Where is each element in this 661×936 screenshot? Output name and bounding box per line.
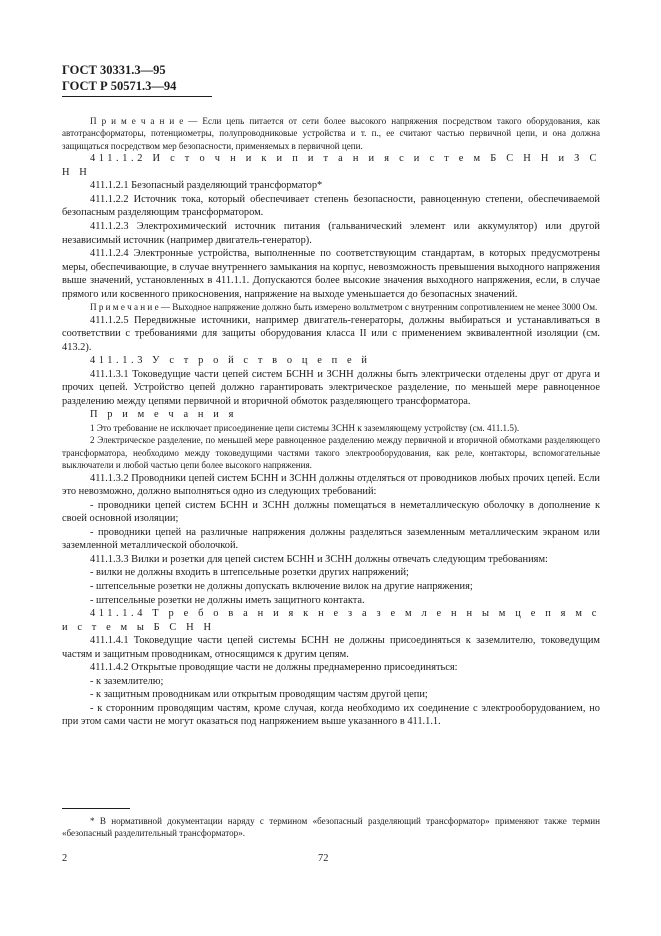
clause-paragraph: 411.1.4.1 Токоведущие части цепей системы БСНН не должны присоединяться к заземлителю, токоведущим частям и защитным проводникам, относящимся к другим цепям. xyxy=(62,635,600,660)
footnote: * В нормативной документации наряду с термином «безопасный разделяющий трансформатор» применяют также термин «безопасный разделительный трансформатор». xyxy=(62,816,600,839)
list-item: - проводники цепей систем БСНН и ЗСНН должны помещаться в неметаллическую оболочку в дополнение к своей основной изоляции; xyxy=(62,499,600,525)
list-item: - проводники цепей на различные напряжения должны разделяться заземленным металлическим экраном или заземленной металлической оболочкой. xyxy=(62,526,600,552)
clause-paragraph: 411.1.4.2 Открытые проводящие части не должны преднамеренно присоединяться: xyxy=(90,662,458,674)
document-page xyxy=(62,62,600,729)
page-number-center: 72 xyxy=(318,853,329,864)
note-paragraph: П р и м е ч а н и е — Выходное напряжение должно быть измерено вольтметром с внутренним сопротивлением не менее 3000 Ом. xyxy=(90,302,598,313)
list-item: - к сторонним проводящим частям, кроме случая, когда необходимо их соединение с электрооборудованием, но при этом сами части не могут оказаться под напряжением выше указанного в 411.1.1. xyxy=(62,702,600,728)
clause-paragraph: 411.1.3.1 Токоведущие части цепей систем БСНН и ЗСНН должны быть электрически отделены друг от друга и прочих цепей. Устройство цепей должно гарантировать электрическое разделение, по меньшей мере равноценное разделению между цепями первичной и вторичной обмоток разделяющего трансформатора. xyxy=(62,368,600,407)
list-item: - штепсельные розетки не должны допускать включение вилок на другие напряжения; xyxy=(90,581,473,593)
standard-header-2: ГОСТ Р 50571.3—94 xyxy=(62,78,212,97)
clause-paragraph: 411.1.2.4 Электронные устройства, выполненные по соответствующим стандартам, в которых предусмотрены меры, обеспечивающие, в случае внутреннего замыкания на корпус, невозможность превышения выходного напряжения выше значений, установленных в 411.1.1. Допускаются более высокие значения выходного напряжения, если, в случае прямого или косвенного прикосновения, напряжение на выходе уменьшается до безопасных значений. xyxy=(62,248,600,300)
footnote-separator xyxy=(62,808,130,809)
section-heading: 411.1.3 У с т р о й с т в о ц е п е й xyxy=(90,355,371,367)
clause-paragraph: 411.1.2.5 Передвижные источники, например двигатель-генераторы, должны выбираться и устанавливаться в соответствии с требованиями для защиты оборудования класса II или с применением эквивалентной изоляции (см. 413.2). xyxy=(62,314,600,353)
page-number-left: 2 xyxy=(62,853,68,864)
clause-paragraph: 411.1.2.1 Безопасный разделяющий трансформатор* xyxy=(90,180,323,192)
notes-heading: П р и м е ч а н и я xyxy=(90,409,237,421)
clause-paragraph: 411.1.2.3 Электрохимический источник питания (гальванический элемент или аккумулятор) или другой независимый источник (например двигатель-генератор). xyxy=(62,220,600,246)
clause-paragraph: 411.1.3.2 Проводники цепей систем БСНН и ЗСНН должны отделяться от проводников любых прочих цепей. Если это невозможно, должно выполняться одно из следующих требований: xyxy=(62,472,600,498)
note-paragraph: 1 Это требование не исключает присоединение цепи системы ЗСНН к заземляющему устройству (см. 411.1.5). xyxy=(90,423,520,434)
list-item: - к защитным проводникам или открытым проводящим частям другой цепи; xyxy=(90,689,428,701)
list-item: - вилки не должны входить в штепсельные розетки других напряжений; xyxy=(90,567,409,579)
section-heading: 411.1.2 И с т о ч н и к и п и т а н и я с и с т е м Б С Н Н и З С Н Н xyxy=(62,153,600,178)
list-item: - к заземлителю; xyxy=(90,675,164,687)
note-paragraph: 2 Электрическое разделение, по меньшей мере равноценное разделению между первичной и вторичной обмотками разделяющего трансформатора, необходимо между токоведущими частями такого электрооборудования, как реле, контакторы, вспомогательные выключатели и любой частью цепи более высокого напряжения. xyxy=(62,435,600,471)
list-item: - штепсельные розетки не должны иметь защитного контакта. xyxy=(90,594,365,606)
clause-paragraph: 411.1.2.2 Источник тока, который обеспечивает степень безопасности, равноценную степени, обеспечиваемой безопасным разделяющим трансформатором. xyxy=(62,193,600,219)
section-heading: 411.1.4 Т р е б о в а н и я к н е з а з е м л е н н ы м ц е п я м с и с т е м ы Б С Н Н xyxy=(62,608,600,633)
note-paragraph: П р и м е ч а н и е — Если цепь питается от сети более высокого напряжения посредством такого оборудования, как автотрансформаторы, потенциометры, полупроводниковые устройства и т. п., ее считают частью первичной цепи, и она должна защищаться посредством мер безопасности, применяемых в первичной цепи. xyxy=(62,116,600,151)
document-body xyxy=(62,115,600,729)
standard-header-1: ГОСТ 30331.3—95 xyxy=(62,63,166,77)
clause-paragraph: 411.1.3.3 Вилки и розетки для цепей систем БСНН и ЗСНН должны отвечать следующим требованиям: xyxy=(90,553,548,565)
